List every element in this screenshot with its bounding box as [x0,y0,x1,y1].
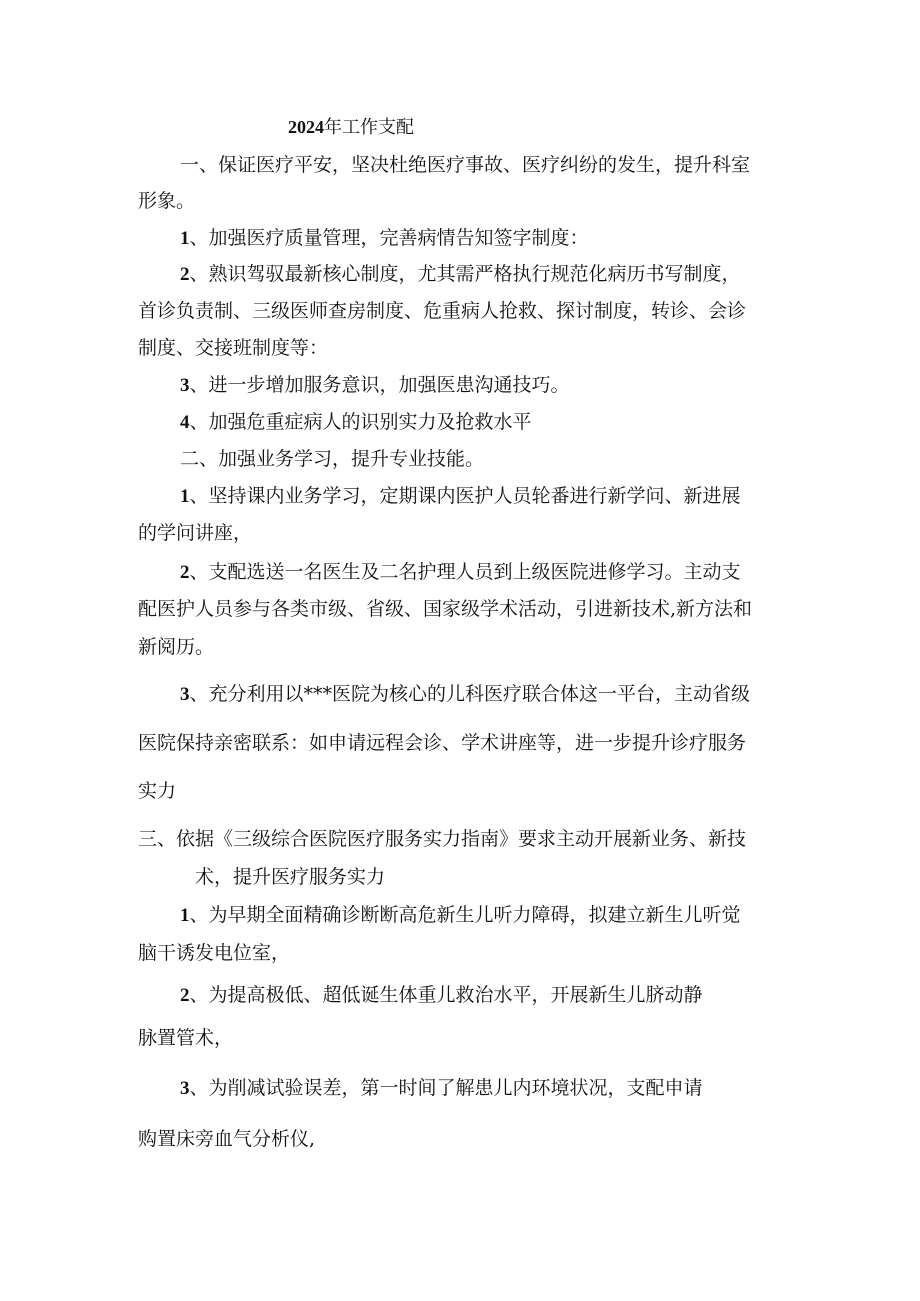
s2-item-2-cont-1: 配医护人员参与各类市级、省级、国家级学术活动，引进新技术,新方法和 [138,598,753,620]
item-number: 1 [180,905,190,926]
s3-item-2 [180,983,703,1008]
title-text: 年工作支配 [324,117,414,138]
title-year: 2024 [288,117,324,137]
s3-item-1-cont-1: 脑干诱发电位室， [138,942,291,964]
item-number: 3 [180,1078,190,1099]
item-text: 、加强危重症病人的识别实力及抢救水平 [189,411,532,433]
item-number: 2 [180,562,190,583]
s1-item-3 [180,373,570,398]
item-number: 2 [180,985,190,1006]
s2-item-3 [180,682,750,707]
item-text: 、熟识驾驭最新核心制度，尤其需严格执行规范化病历书写制度， [189,263,741,285]
s1-item-2-cont-2: 制度、交接班制度等： [138,337,329,359]
s3-item-1 [180,903,741,928]
section-1-heading-cont: 形象。 [138,190,196,212]
section-1-heading: 一、保证医疗平安，坚决杜绝医疗事故、医疗纠纷的发生，提升科室 [180,154,751,176]
item-text: 、进一步增加服务意识，加强医患沟通技巧。 [189,374,570,396]
s3-item-2-cont-1: 脉置管术， [138,1027,234,1049]
s2-item-2-cont-2: 新阅历。 [138,636,215,658]
section-2-heading: 二、加强业务学习，提升专业技能。 [180,448,485,470]
item-text: 、加强医疗质量管理，完善病情告知签字制度： [189,227,589,249]
s2-item-2 [180,560,741,585]
item-text: 、为早期全面精确诊断断高危新生儿听力障碍，拟建立新生儿听觉 [189,904,741,926]
item-text: 、支配选送一名医生及二名护理人员到上级医院进修学习。主动支 [189,561,741,583]
s2-item-3-cont-2: 实力 [138,780,177,802]
s2-item-3-cont-1: 医院保持亲密联系：如申请远程会诊、学术讲座等，进一步提升诊疗服务 [138,732,747,754]
section-3-heading-cont: 术，提升医疗服务实力 [195,866,386,888]
s3-item-3-cont-1: 购置床旁血气分析仪, [138,1128,316,1150]
s2-item-1 [180,484,741,509]
s2-item-1-cont-1: 的学问讲座， [138,522,253,544]
item-text: 、坚持课内业务学习，定期课内医护人员轮番进行新学问、新进展 [189,485,741,507]
item-number: 1 [180,486,190,507]
item-text: 、为提高极低、超低诞生体重儿救治水平，开展新生儿脐动静 [189,984,703,1006]
section-3-heading: 三、依据《三级综合医院医疗服务实力指南》要求主动开展新业务、新技 [138,828,747,850]
item-number: 1 [180,228,190,249]
item-number: 3 [180,375,190,396]
s1-item-1 [180,226,589,251]
s3-item-3 [180,1076,703,1101]
s1-item-4 [180,410,532,435]
s1-item-2-cont-1: 首诊负责制、三级医师查房制度、危重病人抢救、探讨制度，转诊、会诊 [138,300,747,322]
page-title [288,115,414,140]
item-text: 、为削减试验误差，第一时间了解患儿内环境状况，支配申请 [189,1077,703,1099]
item-number: 4 [180,412,190,433]
item-number: 3 [180,684,190,705]
item-number: 2 [180,264,190,285]
s1-item-2 [180,262,741,287]
item-text: 、充分利用以***医院为核心的儿科医疗联合体这一平台，主动省级 [189,683,751,705]
